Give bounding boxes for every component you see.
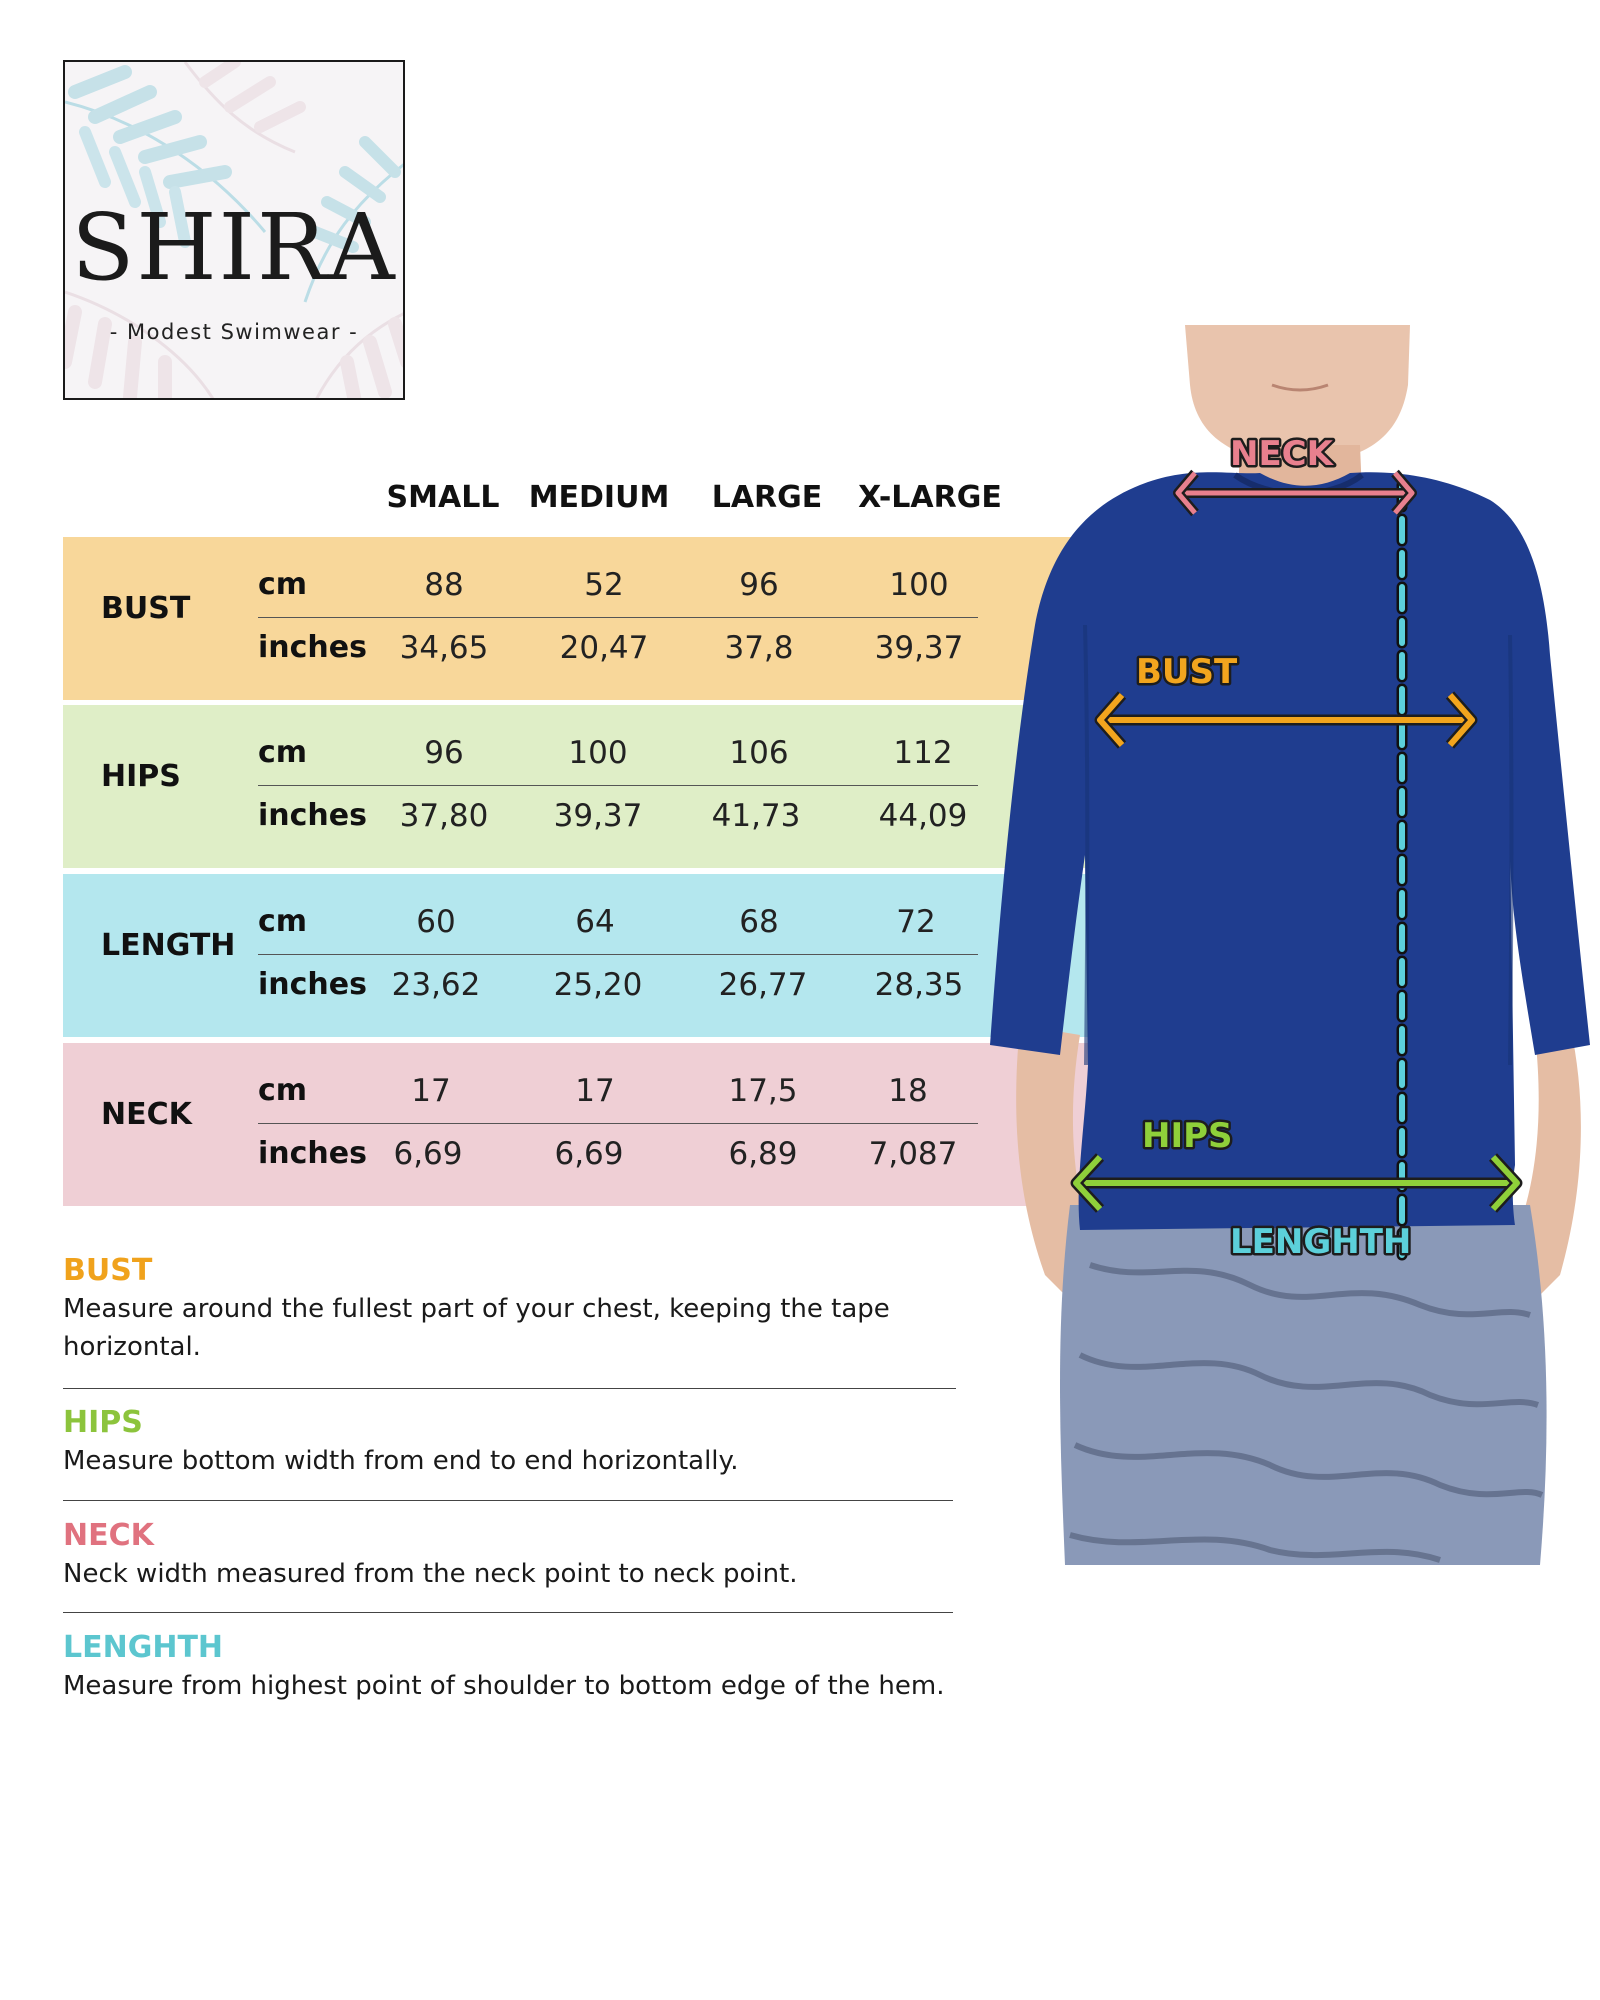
unit-label-cm: cm <box>258 1073 308 1108</box>
cell-length-cm-small: 60 <box>416 904 456 940</box>
size-header-xlarge: X-LARGE <box>858 480 1002 515</box>
cell-hips-in-medium: 39,37 <box>553 798 643 834</box>
cell-bust-in-large: 37,8 <box>724 630 794 666</box>
row-divider <box>258 617 978 618</box>
hips-row-group <box>63 705 1125 868</box>
cell-hips-in-xlarge: 44,09 <box>878 798 968 834</box>
cell-hips-cm-small: 96 <box>424 735 464 771</box>
cell-length-cm-xlarge: 72 <box>896 904 936 940</box>
description-bust <box>63 1253 963 1366</box>
cell-neck-cm-medium: 17 <box>575 1073 615 1109</box>
cell-bust-cm-small: 88 <box>424 567 464 603</box>
cell-length-cm-large: 68 <box>739 904 779 940</box>
cell-neck-in-small: 6,69 <box>393 1136 463 1172</box>
cell-length-in-xlarge: 28,35 <box>874 967 964 1003</box>
cell-length-in-small: 23,62 <box>391 967 481 1003</box>
callout-bust: BUST <box>1136 652 1238 692</box>
size-header-large: LARGE <box>711 480 823 515</box>
cell-bust-cm-large: 96 <box>739 567 779 603</box>
row-label-neck: NECK <box>101 1097 192 1132</box>
cell-hips-cm-medium: 100 <box>568 735 628 771</box>
cell-bust-cm-medium: 52 <box>584 567 624 603</box>
description-title: LENGHTH <box>63 1630 224 1665</box>
cell-neck-in-large: 6,89 <box>728 1136 798 1172</box>
description-title: BUST <box>63 1253 153 1288</box>
description-text: Neck width measured from the neck point to neck point. <box>63 1559 798 1589</box>
cell-neck-cm-xlarge: 18 <box>888 1073 928 1109</box>
size-header-small: SMALL <box>386 480 500 515</box>
unit-label-inches: inches <box>258 798 367 833</box>
cell-hips-cm-large: 106 <box>729 735 789 771</box>
row-divider <box>258 954 978 955</box>
unit-label-inches: inches <box>258 630 367 665</box>
divider <box>63 1388 956 1389</box>
cell-neck-cm-small: 17 <box>411 1073 451 1109</box>
brand-name: SHIRA <box>71 194 397 301</box>
callout-hips: HIPS <box>1142 1116 1233 1156</box>
description-text: Measure from highest point of shoulder to bottom edge of the hem. <box>63 1671 945 1701</box>
cell-neck-in-xlarge: 7,087 <box>868 1136 958 1172</box>
brand-logo <box>63 60 405 400</box>
cell-bust-in-xlarge: 39,37 <box>874 630 964 666</box>
description-hips <box>63 1405 963 1480</box>
description-text: Measure bottom width from end to end horizontally. <box>63 1446 739 1476</box>
size-header-medium: MEDIUM <box>528 480 670 515</box>
unit-label-cm: cm <box>258 904 308 939</box>
callout-length: LENGHTH <box>1230 1222 1412 1262</box>
brand-tagline: - Modest Swimwear - <box>109 320 359 344</box>
cell-length-in-large: 26,77 <box>718 967 808 1003</box>
row-divider <box>258 1123 978 1124</box>
description-neck <box>63 1518 963 1593</box>
description-length <box>63 1630 963 1705</box>
bust-row-group <box>63 537 1125 700</box>
row-label-hips: HIPS <box>101 759 181 794</box>
cell-bust-in-medium: 20,47 <box>559 630 649 666</box>
length-row-group <box>63 874 1125 1037</box>
neck-row-group <box>63 1043 1125 1206</box>
divider <box>63 1500 953 1501</box>
row-label-bust: BUST <box>101 591 191 626</box>
divider <box>63 1612 953 1613</box>
model-figure <box>990 325 1590 1565</box>
unit-label-inches: inches <box>258 1136 367 1171</box>
cell-hips-cm-xlarge: 112 <box>893 735 953 771</box>
cell-neck-cm-large: 17,5 <box>728 1073 798 1109</box>
unit-label-inches: inches <box>258 967 367 1002</box>
model-photo <box>990 325 1600 1565</box>
description-text: Measure around the fullest part of your chest, keeping the tape horizontal. <box>63 1294 890 1362</box>
cell-bust-cm-xlarge: 100 <box>889 567 949 603</box>
unit-label-cm: cm <box>258 567 308 602</box>
cell-length-cm-medium: 64 <box>575 904 615 940</box>
unit-label-cm: cm <box>258 735 308 770</box>
cell-hips-in-small: 37,80 <box>399 798 489 834</box>
description-title: HIPS <box>63 1405 143 1440</box>
cell-length-in-medium: 25,20 <box>553 967 643 1003</box>
row-label-length: LENGTH <box>101 928 236 963</box>
callout-neck: NECK <box>1230 434 1333 474</box>
row-divider <box>258 785 978 786</box>
description-title: NECK <box>63 1518 154 1553</box>
cell-bust-in-small: 34,65 <box>399 630 489 666</box>
cell-neck-in-medium: 6,69 <box>554 1136 624 1172</box>
cell-hips-in-large: 41,73 <box>711 798 801 834</box>
